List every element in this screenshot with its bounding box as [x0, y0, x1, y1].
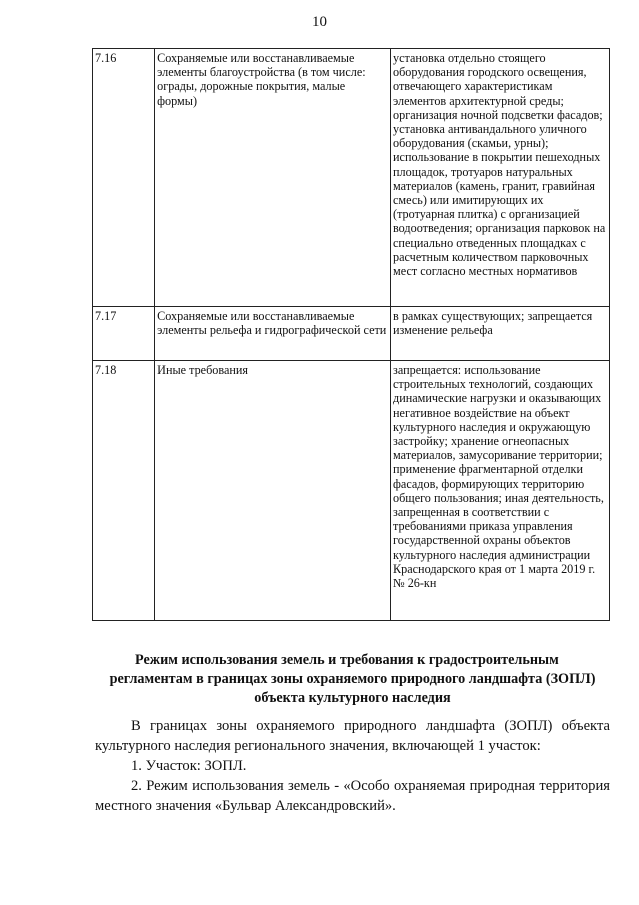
list-item: 1. Участок: ЗОПЛ. [131, 758, 247, 774]
row-number-cell: 7.17 [93, 307, 155, 361]
row-number-cell: 7.18 [93, 361, 155, 621]
requirements-table [92, 48, 610, 621]
section-body [95, 716, 610, 816]
section-heading-line: объекта культурного наследия [254, 690, 451, 706]
page-number: 10 [312, 14, 327, 30]
requirement-cell: установка отдельно стоящего оборудования городского освещения, отвечающего характеристикам элементов архитектурной среды; организация ночной подсветки фасадов; установка антивандального уличного оборудования (скамьи, урны); использование в покрытии пешеходных площадок, тротуаров натуральных материалов (камень, гранит, гравийная смесь) или имитирующих их (тротуарная плитка) с организацией водоотведения; организация парковок на специально отведенных площадках с расчетным количеством парковочных мест согласно местных нормативов [391, 49, 610, 307]
table-row [93, 49, 610, 307]
section-heading-line: Режим использования земель и требования к градостроительным [135, 652, 559, 668]
element-name-cell: Иные требования [155, 361, 391, 621]
element-name-cell: Сохраняемые или восстанавливаемые элементы рельефа и гидрографической сети [155, 307, 391, 361]
intro-paragraph: В границах зоны охраняемого природного ландшафта (ЗОПЛ) объекта культурного наследия регионального значения, включающей 1 участок: [95, 718, 610, 754]
requirement-cell: в рамках существующих; запрещается изменение рельефа [391, 307, 610, 361]
section-heading [95, 651, 610, 708]
table-row [93, 361, 610, 621]
section-heading-line: регламентам в границах зоны охраняемого природного ландшафта (ЗОПЛ) [109, 671, 596, 687]
list-item: 2. Режим использования земель - «Особо охраняемая природная территория местного значения «Бульвар Александровский». [95, 778, 610, 814]
element-name-cell: Сохраняемые или восстанавливаемые элементы благоустройства (в том числе: ограды, дорожные покрытия, малые формы) [155, 49, 391, 307]
requirement-cell: запрещается: использование строительных технологий, создающих динамические нагрузки и оказывающих негативное воздействие на объект культурного наследия и окружающую застройку; хранение огнеопасных материалов, замусоривание территории; применение фрагментарной отделки фасадов, формирующих территорию общего пользования; иная деятельность, запрещенная в соответствии с требованиями приказа управления государственной охраны объектов культурного наследия администрации Краснодарского края от 1 марта 2019 г. № 26-кн [391, 361, 610, 621]
row-number-cell: 7.16 [93, 49, 155, 307]
table-row [93, 307, 610, 361]
